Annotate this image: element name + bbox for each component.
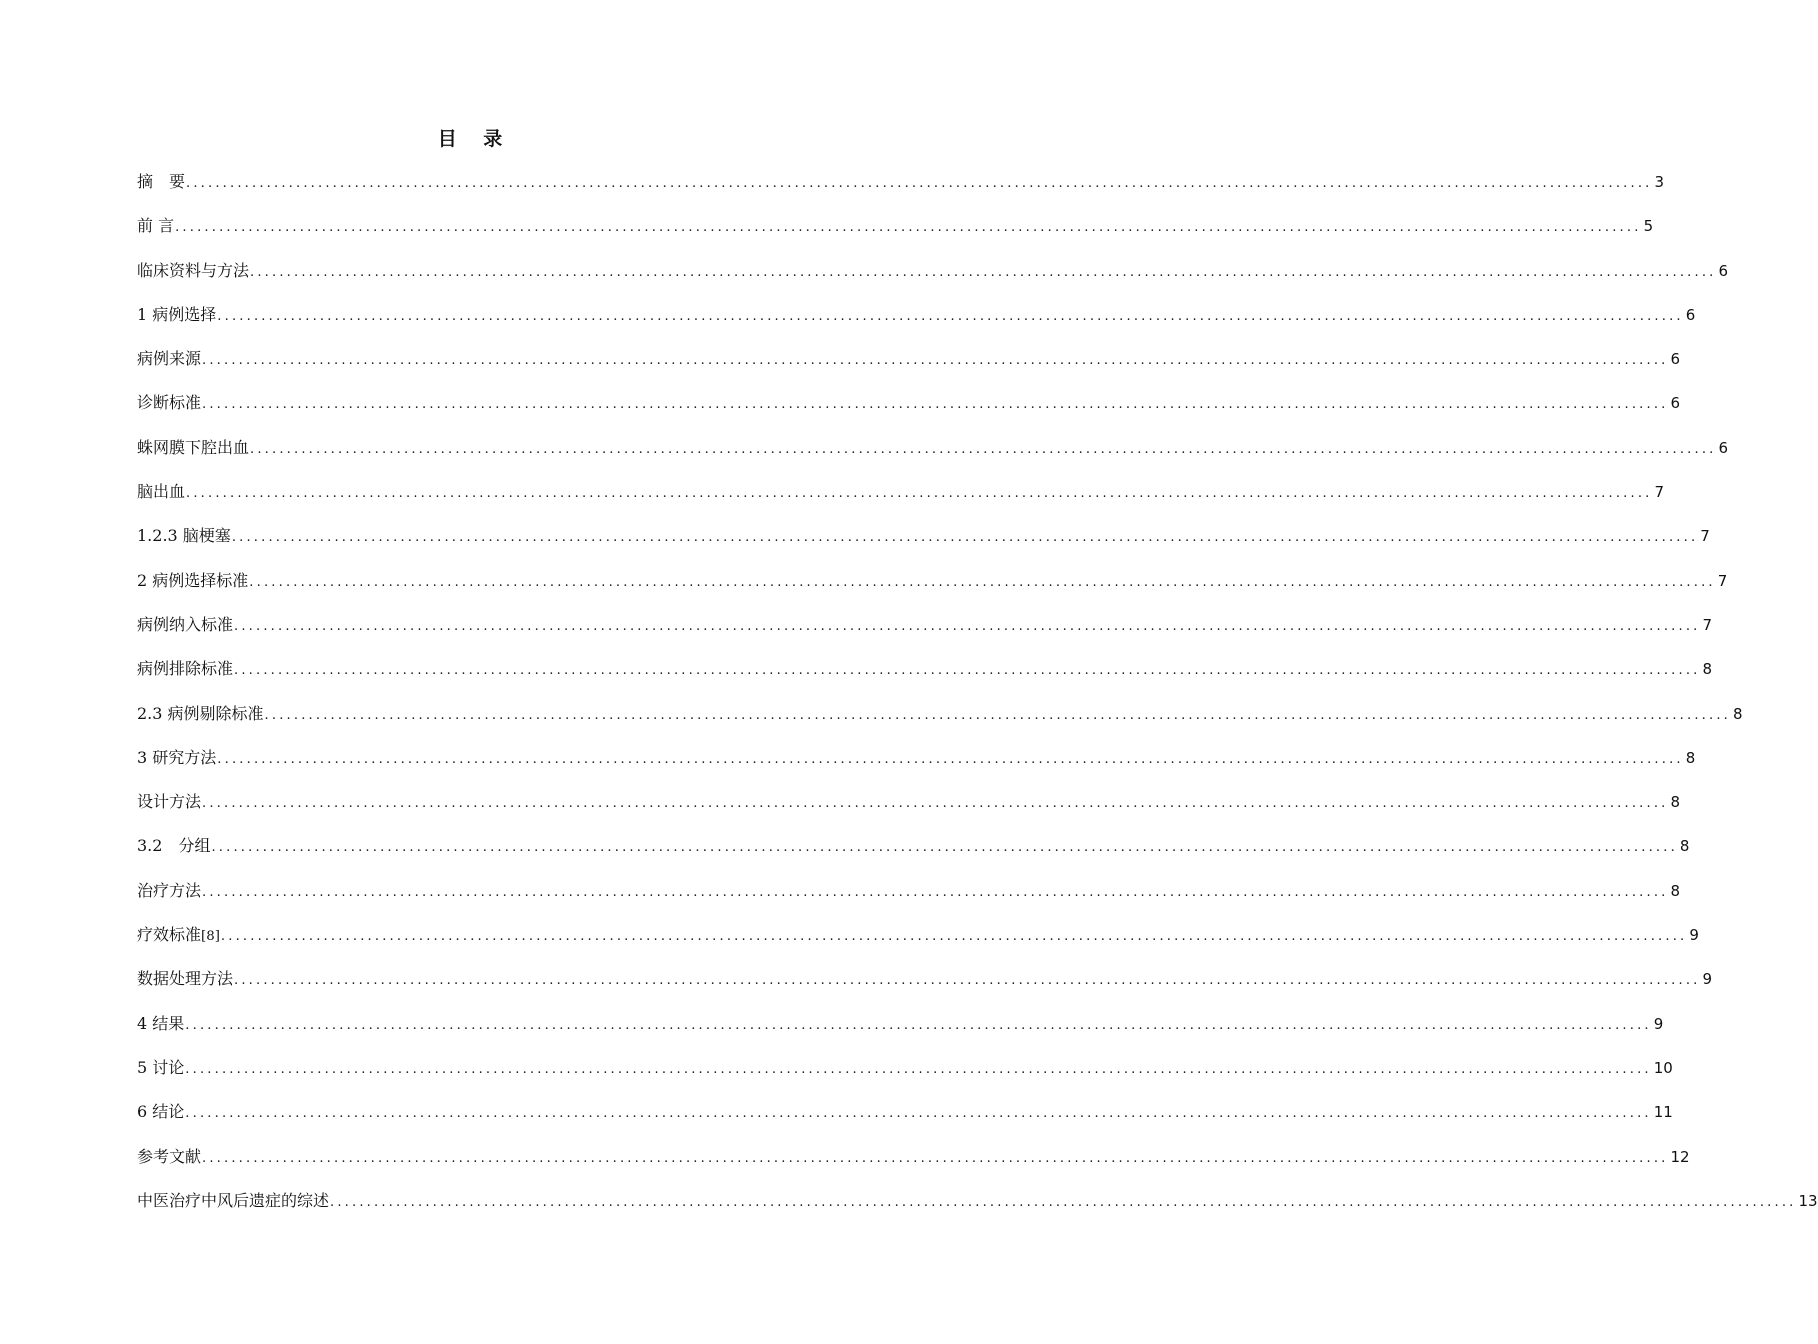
toc-entry-label: 疗效标准 — [137, 925, 202, 945]
toc-entry[interactable] — [137, 385, 1681, 429]
toc-entry-label: 前 言 — [137, 216, 175, 236]
dot-leader: ........................................................................................................................................................................................................ — [202, 1150, 1669, 1166]
toc-entry-label: 诊断标准 — [137, 393, 202, 413]
toc-entry-page-number: 6 — [1685, 305, 1696, 324]
dot-leader: ........................................................................................................................................................................................................ — [264, 707, 1732, 723]
toc-entry-page-number: 3 — [1654, 173, 1665, 191]
toc-entry-page-number: 7 — [1654, 483, 1665, 502]
toc-entry[interactable] — [137, 1050, 1673, 1094]
toc-entry-label: 脑出血 — [137, 482, 186, 502]
toc-entry[interactable] — [137, 563, 1728, 607]
toc-entry-page-number: 8 — [1679, 837, 1690, 856]
toc-entry-page-number: 8 — [1685, 748, 1696, 767]
toc-entry-label: 蛛网膜下腔出血 — [137, 437, 250, 457]
toc-entry[interactable] — [137, 297, 1696, 341]
toc-entry-label: 3 研究方法 — [137, 747, 217, 767]
toc-entry[interactable] — [137, 607, 1713, 651]
toc-entry-label: 治疗方法 — [137, 880, 202, 900]
toc-entry-page-number: 10 — [1653, 1058, 1673, 1077]
toc-entry-page-number: 7 — [1700, 527, 1710, 546]
toc-entry[interactable] — [137, 651, 1713, 695]
toc-entry-label: 5 讨论 — [137, 1057, 185, 1077]
dot-leader: ........................................................................................................................................................................................................ — [185, 1061, 1652, 1077]
dot-leader: ........................................................................................................................................................................................................ — [330, 1194, 1797, 1210]
dot-leader: ........................................................................................................................................................................................................ — [250, 441, 1717, 457]
toc-entry[interactable] — [137, 828, 1690, 872]
toc-entry[interactable] — [137, 518, 1710, 562]
toc-entry-page-number: 12 — [1670, 1147, 1690, 1166]
dot-leader: ........................................................................................................................................................................................................ — [185, 1106, 1652, 1122]
toc-title: 目 录 — [437, 128, 513, 150]
toc-entry-label: 摘 要 — [137, 172, 186, 191]
toc-entry-page-number: 8 — [1670, 881, 1681, 900]
toc-entry-page-number: 9 — [1702, 970, 1713, 989]
toc-entry-label: 参考文献 — [137, 1146, 202, 1166]
toc-entry[interactable] — [137, 253, 1729, 297]
toc-entry-label: 病例来源 — [137, 349, 202, 369]
toc-entry[interactable] — [137, 873, 1681, 917]
dot-leader: ........................................................................................................................................................................................................ — [220, 929, 1688, 945]
toc-entry-page-number: 6 — [1718, 261, 1729, 280]
toc-entry-page-number: 9 — [1689, 926, 1699, 945]
toc-entry-page-number: 6 — [1670, 394, 1681, 413]
toc-entry-label: 3.2 分组 — [137, 836, 211, 856]
dot-leader: ........................................................................................................................................................................................................ — [250, 264, 1717, 280]
toc-entry[interactable] — [137, 208, 1654, 252]
toc-entry[interactable] — [137, 1094, 1673, 1138]
toc-entry-page-number: 7 — [1717, 571, 1728, 590]
toc-entry-label: 2 病例选择标准 — [137, 570, 249, 590]
toc-entry-label: 中医治疗中风后遗症的综述 — [137, 1190, 330, 1210]
toc-entry[interactable] — [137, 474, 1665, 518]
dot-leader: ........................................................................................................................................................................................................ — [217, 751, 1684, 767]
dot-leader: ........................................................................................................................................................................................................ — [185, 1017, 1652, 1033]
toc-entry-label: 设计方法 — [137, 792, 202, 812]
toc-entry-page-number: 5 — [1643, 217, 1654, 236]
toc-entry-label: 4 结果 — [137, 1013, 185, 1033]
toc-entry[interactable] — [137, 1006, 1664, 1050]
toc-entry-page-number: 6 — [1718, 438, 1729, 457]
toc-entry-label: 6 结论 — [137, 1102, 185, 1122]
dot-leader: ........................................................................................................................................................................................................ — [175, 220, 1642, 236]
toc-entry[interactable] — [137, 696, 1743, 740]
dot-leader: ........................................................................................................................................................................................................ — [211, 840, 1678, 856]
toc-entry-label: 病例排除标准 — [137, 659, 234, 679]
dot-leader: ........................................................................................................................................................................................................ — [202, 353, 1669, 369]
toc-entry-label: 1 病例选择 — [137, 304, 217, 324]
toc-entry-page-number: 8 — [1733, 704, 1743, 723]
toc-entry-label: 病例纳入标准 — [137, 614, 234, 634]
dot-leader: ........................................................................................................................................................................................................ — [217, 308, 1684, 324]
toc-entry-page-number: 6 — [1670, 350, 1681, 369]
toc-entry-label: 2.3 病例剔除标准 — [137, 703, 264, 723]
toc-entry[interactable] — [137, 1183, 1818, 1227]
toc-list — [137, 164, 1818, 1227]
dot-leader: ........................................................................................................................................................................................................ — [234, 973, 1701, 989]
dot-leader: ........................................................................................................................................................................................................ — [234, 618, 1701, 634]
dot-leader: ........................................................................................................................................................................................................ — [234, 663, 1701, 679]
toc-entry[interactable] — [137, 740, 1696, 784]
toc-entry-label: 临床资料与方法 — [137, 260, 250, 280]
toc-entry-page-number: 7 — [1702, 615, 1713, 634]
toc-entry[interactable] — [137, 917, 1699, 961]
toc-entry-label: 1.2.3 脑梗塞 — [137, 526, 231, 546]
citation-marker: [8] — [201, 929, 220, 945]
toc-entry-page-number: 13 — [1798, 1191, 1818, 1210]
toc-entry[interactable] — [137, 430, 1729, 474]
toc-entry[interactable] — [137, 164, 1665, 208]
dot-leader: ........................................................................................................................................................................................................ — [202, 397, 1669, 413]
dot-leader: ........................................................................................................................................................................................................ — [249, 574, 1716, 590]
toc-entry-page-number: 9 — [1653, 1014, 1664, 1033]
toc-entry-page-number: 11 — [1653, 1103, 1673, 1122]
toc-entry-page-number: 8 — [1702, 660, 1713, 679]
toc-entry[interactable] — [137, 961, 1713, 1005]
dot-leader: ........................................................................................................................................................................................................ — [186, 486, 1653, 502]
dot-leader: ........................................................................................................................................................................................................ — [186, 176, 1653, 191]
toc-entry[interactable] — [137, 341, 1681, 385]
toc-entry-page-number: 8 — [1670, 793, 1681, 812]
dot-leader: ........................................................................................................................................................................................................ — [231, 530, 1699, 546]
toc-entry-label: 数据处理方法 — [137, 969, 234, 989]
dot-leader: ........................................................................................................................................................................................................ — [202, 796, 1669, 812]
dot-leader: ........................................................................................................................................................................................................ — [202, 884, 1669, 900]
toc-entry[interactable] — [137, 1139, 1690, 1183]
toc-entry[interactable] — [137, 784, 1681, 828]
